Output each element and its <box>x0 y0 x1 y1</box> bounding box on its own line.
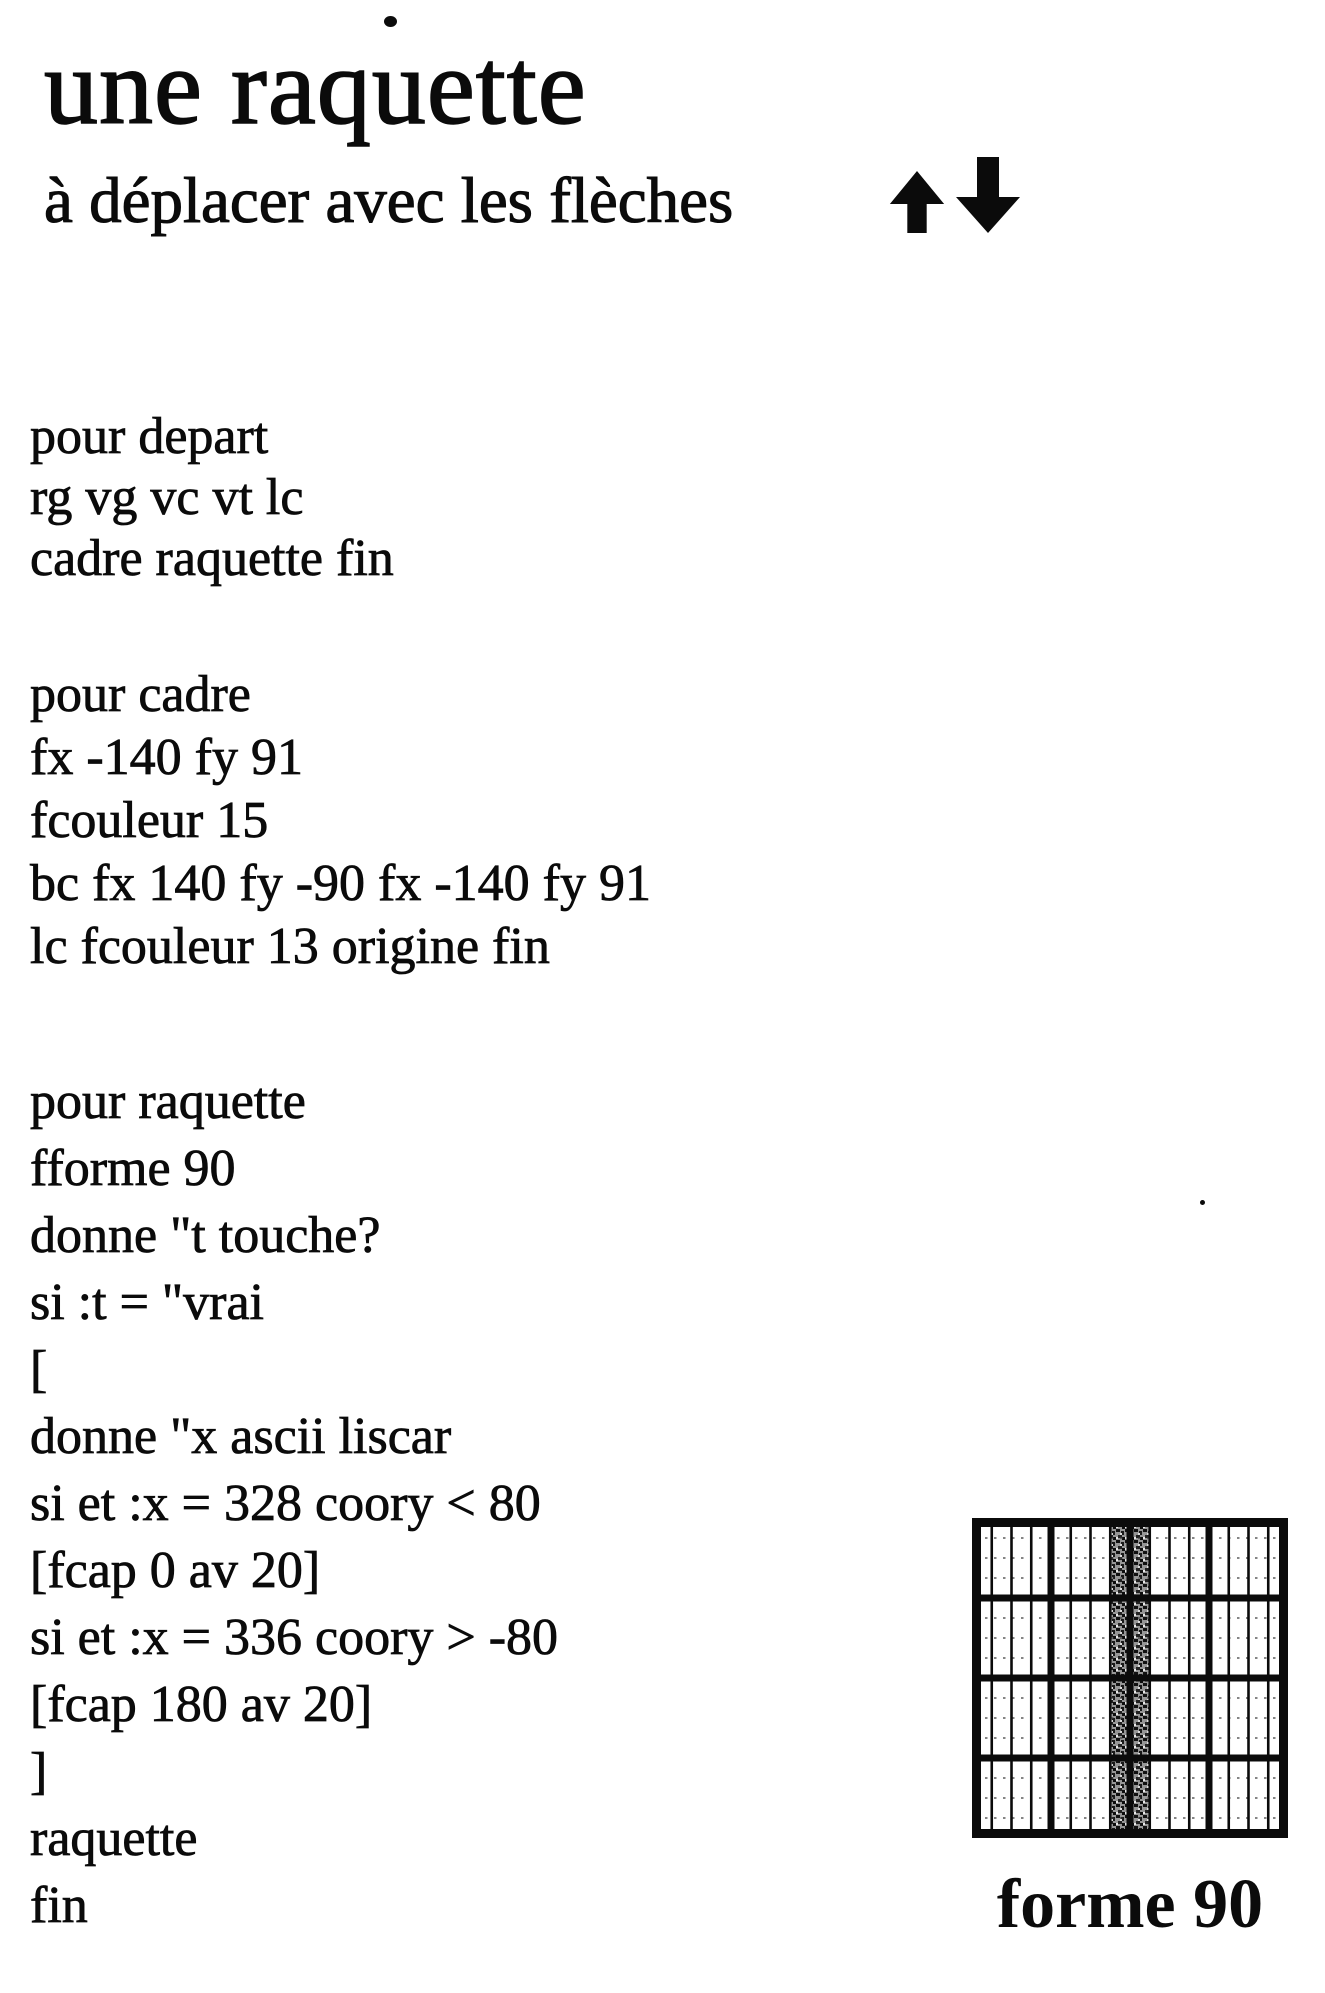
code-line: pour raquette <box>30 1073 306 1130</box>
code-line: lc fcouleur 13 origine fin <box>30 918 550 975</box>
code-line: rg vg vc vt lc <box>30 469 304 526</box>
code-line: fx -140 fy 91 <box>30 729 303 786</box>
page-subtitle: à déplacer avec les flèches <box>44 165 734 237</box>
code-line: si :t = "vrai <box>30 1274 264 1331</box>
code-line: fin <box>30 1877 88 1934</box>
code-line: [fcap 180 av 20] <box>30 1676 373 1733</box>
code-line: raquette <box>30 1810 198 1867</box>
code-line: donne "x ascii liscar <box>30 1408 452 1465</box>
code-line: si et :x = 336 coory > -80 <box>30 1609 559 1666</box>
sprite-figure <box>972 1518 1288 1943</box>
code-line: ] <box>30 1743 48 1800</box>
subtitle-row <box>44 165 734 249</box>
code-block-cadre <box>30 663 651 978</box>
code-line: pour depart <box>30 408 269 465</box>
code-line: [fcap 0 av 20] <box>30 1542 321 1599</box>
code-line: fforme 90 <box>30 1140 236 1197</box>
code-line: pour cadre <box>30 666 251 723</box>
sprite-grid-svg <box>972 1518 1288 1838</box>
code-line: bc fx 140 fy -90 fx -140 fy 91 <box>30 855 651 912</box>
code-line: [ <box>30 1341 48 1398</box>
scan-artifact-dot <box>1200 1200 1205 1205</box>
code-line: fcouleur 15 <box>30 792 269 849</box>
code-block-raquette <box>30 1068 558 1939</box>
code-block-depart <box>30 406 394 589</box>
page-title: une raquette <box>44 28 587 147</box>
figure-caption: forme 90 <box>996 1866 1264 1943</box>
arrow-down-icon <box>956 157 1020 233</box>
arrow-up-icon <box>889 171 945 233</box>
code-line: donne "t touche? <box>30 1207 381 1264</box>
scan-artifact-dot <box>384 16 397 27</box>
code-line: cadre raquette fin <box>30 530 394 587</box>
code-line: si et :x = 328 coory < 80 <box>30 1475 541 1532</box>
